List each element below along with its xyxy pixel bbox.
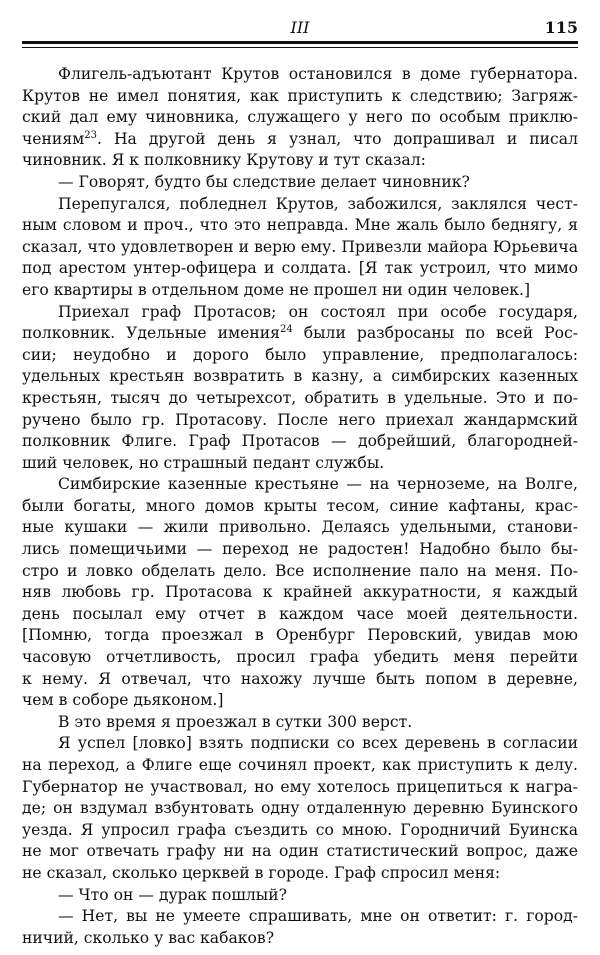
paragraph — [22, 733, 578, 884]
page-number: 115 — [544, 18, 578, 37]
paragraph — [22, 194, 578, 302]
text-line: Губернатор не участвовал, но ему хотелось прицепиться к награ- — [22, 777, 578, 796]
footnote-ref: 24 — [280, 324, 293, 336]
text-line: к нему. Я отвечал, что нахожу лучше быть попом в деревне, — [22, 669, 578, 688]
text-line: часовую отчетливость, просил графа убедить меня перейти — [22, 648, 578, 667]
paragraph — [22, 302, 578, 475]
text-line: Приехал граф Протасов; он состоял при особе государя, — [58, 302, 578, 321]
text-line: ным словом и проч., что это неправда. Мне жаль было беднягу, я — [22, 216, 578, 235]
text-line: сии; неудобно и дорого было управление, предполагалось: — [22, 345, 578, 364]
text-line: де; он вздумал взбунтовать одну отдаленную деревню Буинского — [22, 799, 578, 818]
paragraph — [22, 172, 578, 194]
text-line: В это время я проезжал в сутки 300 верст. — [58, 712, 413, 731]
text-line: были богаты, много домов крыты тесом, синие кафтаны, крас- — [22, 496, 578, 515]
text-line: — Говорят, будто бы следствие делает чиновник? — [58, 172, 470, 191]
running-head: III — [290, 18, 310, 37]
text-line: ничий, сколько у вас кабаков? — [22, 928, 275, 947]
paragraph — [22, 885, 578, 907]
text-line: Флигель-адъютант Крутов остановился в доме губернатора. — [58, 65, 578, 83]
text-line: ший человек, но страшный педант службы. — [22, 453, 385, 472]
text-line: стро и ловко обделать дело. Все исполнение пало на меня. По- — [22, 561, 578, 580]
text-line: чем в соборе дьяконом.] — [22, 691, 224, 710]
text-line: няв любовь гр. Протасова к крайней аккуратности, я каждый — [22, 583, 578, 602]
paragraph — [22, 712, 578, 734]
footnote-ref: 23 — [84, 129, 98, 141]
text-line: лись помещичьими — переход не радостен! Надобно было бы- — [22, 540, 578, 559]
text-line: его квартиры в отдельном доме не прошел ни один человек.] — [22, 280, 531, 299]
text-line: Симбирские казенные крестьяне — на черноземе, на Волге, — [58, 475, 578, 494]
text-line: чениям$^{23}$. На другой день я узнал, что допрашивал и писал — [22, 129, 578, 148]
text-line: чиновник. Я к полковнику Крутову и тут сказал: — [22, 151, 426, 170]
paragraph — [22, 474, 578, 712]
text-line: [Помню, тогда проезжал в Оренбург Перовский, увидав мою — [22, 626, 578, 645]
paragraph — [22, 906, 578, 949]
text-line: на переход, а Флиге еще сочинял проект, как приступить к делу. — [22, 756, 578, 774]
text-line: сказал, что удовлетворен и верю ему. Привезли майора Юрьевича — [22, 237, 578, 256]
text-line: ручено было гр. Протасову. После него приехал жандармский — [22, 410, 578, 429]
text-line: — Что он — дурак пошлый? — [58, 885, 287, 904]
text-line: удельных крестьян возвратить в казну, а симбирских казенных — [22, 367, 578, 386]
header-rule-thick — [22, 41, 578, 44]
text-line: под арестом унтер-офицера и солдата. [Я так устроил, что мимо — [22, 259, 578, 278]
text-line: Перепугался, побледнел Крутов, забожился, заклялся чест- — [58, 194, 578, 213]
text-line: полковник Флиге. Граф Протасов — добрейший, благородней- — [22, 432, 578, 451]
text-line: Крутов не имел понятия, как приступить к следствию; Загряж- — [22, 86, 578, 105]
text-line: — Нет, вы не умеете спрашивать, мне он ответит: г. город- — [58, 907, 578, 926]
text-line: ский дал ему чиновника, служащего у него по особым приклю- — [22, 108, 578, 127]
text-line: Я успел [ловко] взять подписки со всех деревень в согласии — [58, 734, 578, 753]
body-text — [22, 64, 578, 949]
text-line: полковник. Удельные имения$^{24}$ были разбросаны по всей Рос- — [22, 324, 579, 343]
header-rule-thin — [22, 47, 578, 48]
text-line: ные кушаки — жили привольно. Делаясь удельными, станови- — [22, 518, 578, 537]
text-line: не сказал, сколько церквей в городе. Граф спросил меня: — [22, 863, 501, 882]
text-line: не мог отвечать графу ни на один статистический вопрос, даже — [22, 842, 578, 861]
text-line: уезда. Я упросил графа съездить со мною. Городничий Буинска — [22, 820, 578, 839]
paragraph — [22, 64, 578, 172]
text-line: крестьян, тысяч до четырехсот, обратить в удельные. Это и по- — [22, 388, 578, 407]
page-header — [22, 12, 578, 42]
text-line: день посылал ему отчет в каждом часе моей деятельности. — [22, 604, 578, 623]
